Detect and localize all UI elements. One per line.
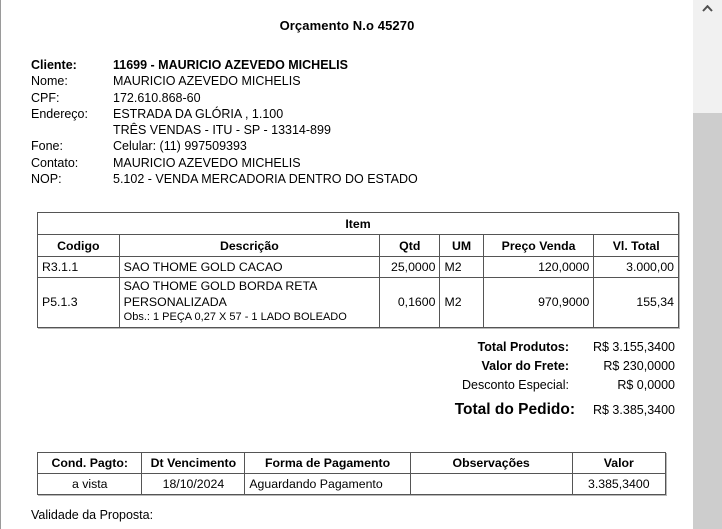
cell-codigo: R3.1.1 [38,257,120,278]
client-field-value: ESTRADA DA GLÓRIA , 1.100 [113,106,284,121]
client-row [31,138,418,154]
client-field-label: Nome: [31,74,68,89]
table-row [38,474,666,495]
client-row [31,90,418,106]
cell-preco-venda: 120,0000 [483,257,594,278]
client-row [31,122,418,138]
chevron-up-icon [702,5,713,12]
items-table [37,212,679,328]
column-header-forma-pagamento: Forma de Pagamento [245,453,410,474]
grand-total-label: Total do Pedido: [454,401,575,418]
payment-table [37,452,666,495]
client-row [31,155,418,171]
table-row [38,257,679,278]
total-label: Valor do Frete: [481,359,569,373]
column-header-qtd: Qtd [380,235,440,257]
client-row [31,106,418,122]
descricao-line: PERSONALIZADA [123,294,227,309]
cell-cond-pagto: a vista [38,474,142,495]
scroll-up-button[interactable] [693,0,722,17]
client-info-block [31,57,418,187]
column-header-cond-pagto: Cond. Pagto: [38,453,142,474]
cell-qtd: 0,1600 [380,278,440,328]
total-row-frete [421,359,675,378]
grand-total-value: R$ 3.385,3400 [592,403,675,417]
column-header-dt-vencimento: Dt Vencimento [142,453,245,474]
column-header-descricao: Descrição [119,235,379,257]
column-header-valor: Valor [572,453,665,474]
cell-descricao: SAO THOME GOLD CACAO [119,257,379,278]
column-header-observacoes: Observações [410,453,572,474]
cell-vl-total: 3.000,00 [594,257,679,278]
cell-um: M2 [440,278,483,328]
client-field-label: Cliente: [31,58,77,72]
client-field-value: 172.610.868-60 [113,90,201,105]
client-field-value: 5.102 - VENDA MERCADORIA DENTRO DO ESTADO [113,172,418,187]
cell-codigo: P5.1.3 [38,278,120,328]
client-field-label: Fone: [31,139,63,154]
items-table-group-header: Item [38,213,679,235]
table-row [38,278,679,328]
total-row-pedido [421,401,675,425]
cell-qtd: 25,0000 [380,257,440,278]
cell-dt-vencimento: 18/10/2024 [142,474,245,495]
cell-valor: 3.385,3400 [572,474,665,495]
page-title: Orçamento N.o 45270 [279,18,415,33]
client-field-value: MAURICIO AZEVEDO MICHELIS [113,155,301,170]
client-row [31,57,418,73]
client-field-value: TRÊS VENDAS - ITU - SP - 13314-899 [113,123,331,138]
vertical-scrollbar[interactable] [692,0,722,529]
client-row [31,171,418,187]
total-label: Total Produtos: [477,340,569,354]
total-value: R$ 3.155,3400 [592,340,675,354]
totals-block [421,340,675,425]
descricao-line: SAO THOME GOLD BORDA RETA [123,279,318,293]
cell-forma-pagamento: Aguardando Pagamento [245,474,410,495]
descricao-observacao: Obs.: 1 PEÇA 0,27 X 57 - 1 LADO BOLEADO [123,311,347,323]
client-field-label: Contato: [31,155,79,170]
cell-observacoes [410,474,572,495]
client-field-value: 11699 - MAURICIO AZEVEDO MICHELIS [113,58,348,72]
scrollbar-thumb[interactable] [693,17,722,113]
cell-um: M2 [440,257,483,278]
total-row-produtos [421,340,675,359]
column-header-preco-venda: Preço Venda [483,235,594,257]
client-field-label: CPF: [31,90,60,105]
column-header-codigo: Codigo [38,235,120,257]
cell-descricao [119,278,379,328]
client-field-label: Endereço: [31,106,88,121]
cell-preco-venda: 970,9000 [483,278,594,328]
payment-table-header-row [38,453,666,474]
client-row [31,73,418,89]
client-field-label: NOP: [31,172,62,187]
validity-label: Validade da Proposta: [31,508,154,522]
cell-vl-total: 155,34 [594,278,679,328]
total-value: R$ 0,0000 [617,378,675,392]
total-label: Desconto Especial: [461,378,569,392]
items-table-header-row [38,235,679,257]
total-row-desconto [421,378,675,397]
column-header-vl-total: Vl. Total [594,235,679,257]
client-field-value: Celular: (11) 997509393 [113,139,247,154]
items-table-group-header-row [38,213,679,235]
total-value: R$ 230,0000 [603,359,675,373]
client-field-value: MAURICIO AZEVEDO MICHELIS [113,74,301,89]
column-header-um: UM [440,235,483,257]
